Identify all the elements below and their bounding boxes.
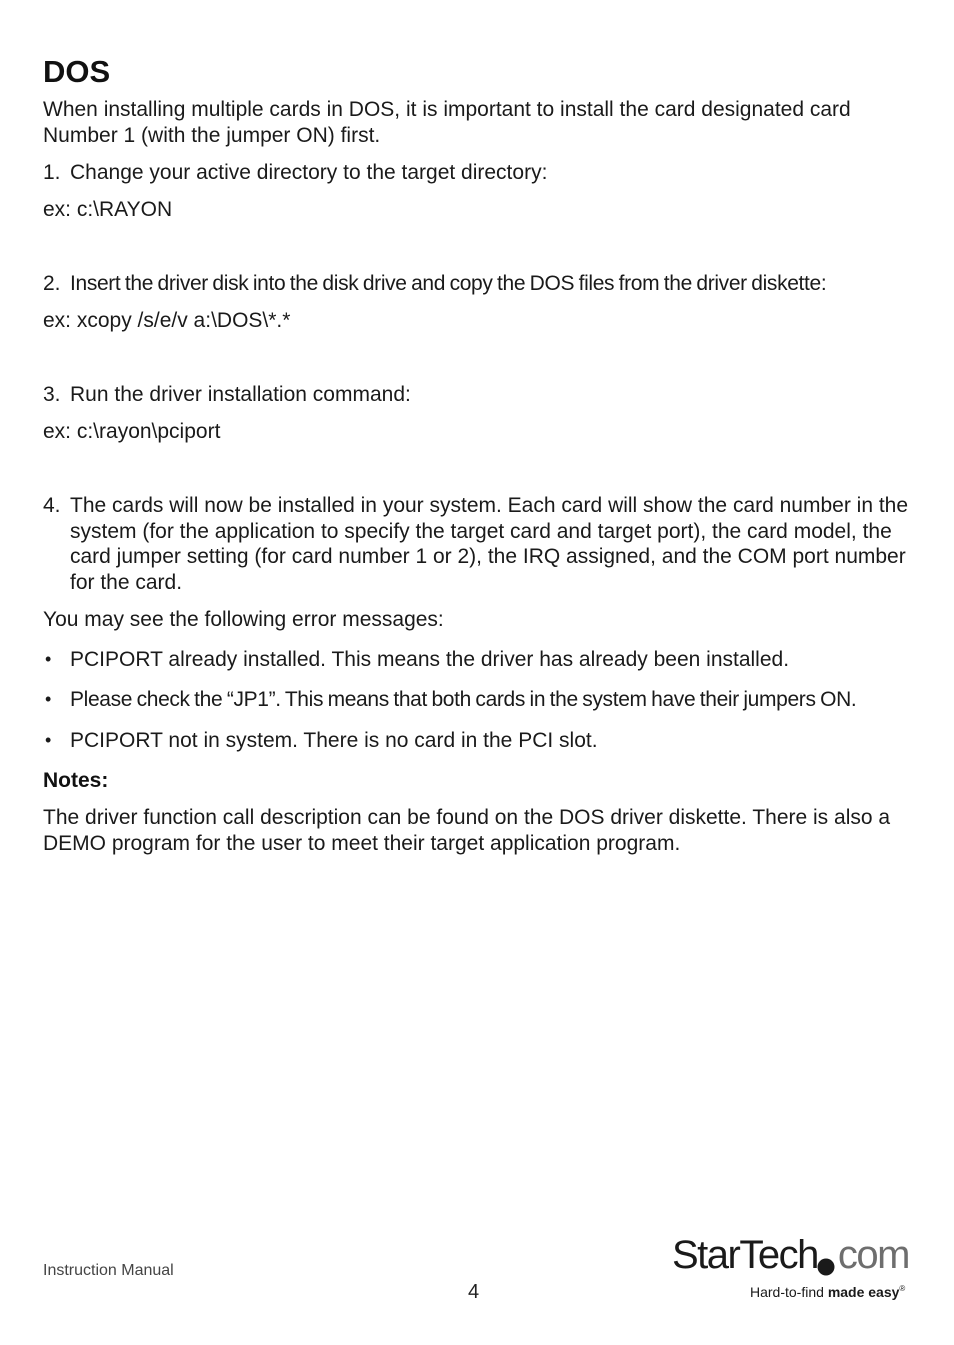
logo-wordmark bbox=[672, 1233, 909, 1277]
step-number: 3. bbox=[43, 383, 61, 406]
step-2-example: ex: xcopy /s/e/v a:\DOS\*.* bbox=[43, 309, 291, 332]
bullet-icon: • bbox=[45, 689, 52, 709]
notes-paragraph: The driver function call description can be found on the DOS driver diskette. There is also a DEMO program for the user to meet their target application program. bbox=[43, 806, 891, 855]
startech-logo bbox=[672, 1230, 912, 1302]
step-text: Change your active directory to the target directory: bbox=[70, 161, 548, 184]
logo-name-part2: com bbox=[837, 1233, 909, 1277]
step-text: The cards will now be installed in your system. Each card will show the card number in the system (for the application to specify the target card and target port), the card model, the card jumper setting (for card number 1 or 2), the IRQ assigned, and the COM port number for the card. bbox=[70, 494, 909, 594]
logo-tagline-light: Hard-to-find bbox=[750, 1284, 828, 1300]
bullet-icon: • bbox=[45, 649, 52, 669]
intro-paragraph: When installing multiple cards in DOS, it is important to install the card designated card Number 1 (with the jumper ON) first. bbox=[43, 98, 851, 147]
step-2 bbox=[43, 271, 923, 297]
footer-label: Instruction Manual bbox=[43, 1262, 174, 1279]
error-text: PCIPORT not in system. There is no card in the PCI slot. bbox=[70, 729, 598, 752]
notes-heading: Notes: bbox=[43, 769, 109, 792]
logo-tagline-bold: made easy bbox=[827, 1284, 900, 1300]
logo-name-part1: StarTech bbox=[672, 1233, 818, 1277]
error-text: PCIPORT already installed. This means the driver has already been installed. bbox=[70, 648, 790, 671]
bullet-icon: • bbox=[45, 730, 52, 750]
step-3-example: ex: c:\rayon\pciport bbox=[43, 420, 221, 443]
step-3 bbox=[43, 382, 923, 408]
error-item bbox=[43, 647, 923, 673]
logo-graphic bbox=[672, 1230, 912, 1302]
page-title: DOS bbox=[43, 54, 111, 89]
errors-intro: You may see the following error messages: bbox=[43, 608, 444, 631]
step-number: 4. bbox=[43, 494, 61, 517]
step-text: Run the driver installation command: bbox=[70, 383, 411, 406]
logo-trademark: ® bbox=[899, 1284, 906, 1293]
step-1-example: ex: c:\RAYON bbox=[43, 198, 173, 221]
logo-dot-icon bbox=[818, 1259, 835, 1276]
step-4 bbox=[43, 493, 923, 595]
error-item bbox=[43, 728, 923, 754]
step-number: 1. bbox=[43, 161, 61, 184]
logo-tagline bbox=[750, 1284, 905, 1300]
step-text: Insert the driver disk into the disk drive and copy the DOS files from the driver diskette: bbox=[70, 272, 827, 295]
step-1 bbox=[43, 160, 923, 186]
error-text: Please check the “JP1”. This means that both cards in the system have their jumpers ON. bbox=[70, 688, 857, 711]
step-number: 2. bbox=[43, 272, 61, 295]
error-item bbox=[43, 687, 923, 713]
page-number: 4 bbox=[468, 1281, 480, 1303]
